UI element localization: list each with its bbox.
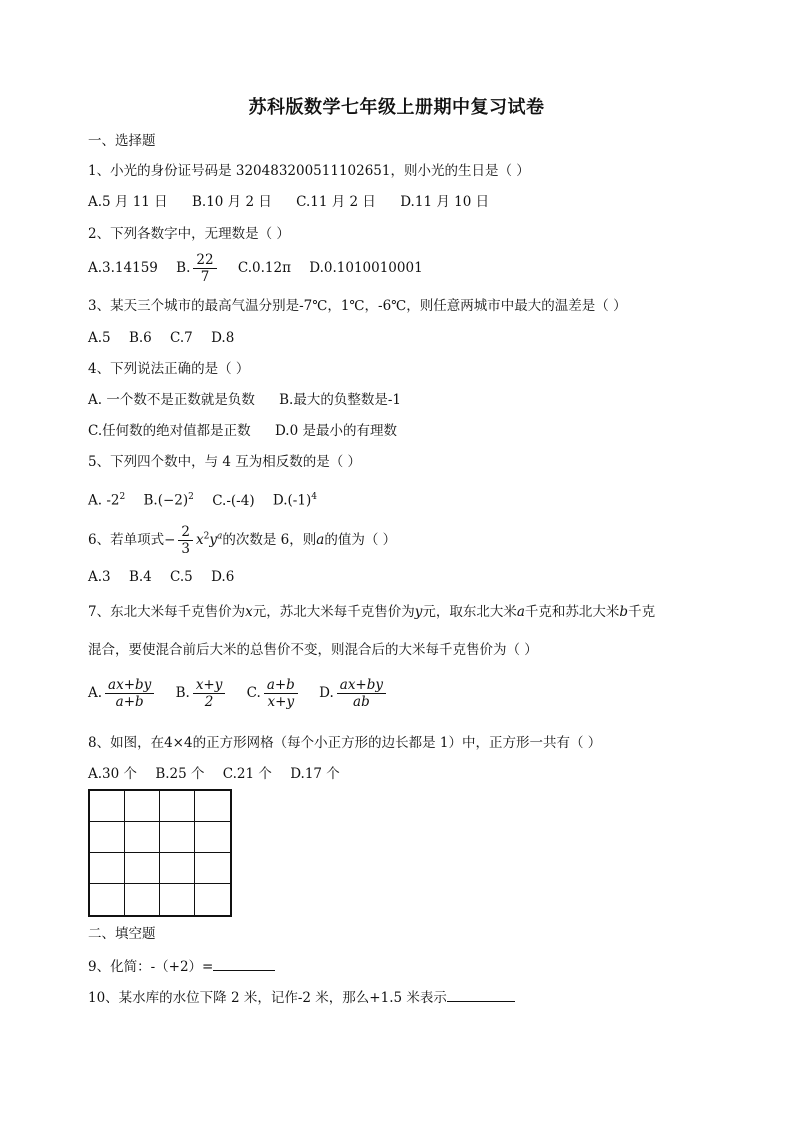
- q3-option-d: D.8: [211, 330, 235, 346]
- q3-option-c: C.7: [170, 330, 193, 346]
- variable-x: x: [196, 532, 204, 548]
- question-1-options: [88, 192, 509, 212]
- q6-option-a: A.3: [88, 569, 111, 585]
- q1-option-a: A.5 月 11 日: [88, 194, 168, 210]
- question-4: 4、下列说法正确的是（ ）: [88, 361, 250, 377]
- page-title: 苏科版数学七年级上册期中复习试卷: [248, 97, 545, 118]
- variable-x: x: [245, 604, 253, 620]
- q7-part-5: 千克: [628, 604, 656, 620]
- option-label: A.: [88, 685, 103, 701]
- q8-option-c: C.21 个: [222, 766, 272, 782]
- question-2: 2、下列各数字中，无理数是（ ）: [88, 226, 290, 242]
- grid-cell: [195, 853, 230, 884]
- q6-option-c: C.5: [170, 569, 193, 585]
- q4-option-b: B.最大的负整数是-1: [279, 392, 402, 408]
- fraction: [337, 677, 386, 710]
- q2-option-d: D.0.1010010001: [309, 260, 423, 276]
- grid-cell: [160, 791, 195, 822]
- fraction: [193, 677, 226, 710]
- q7-part-2: 元，苏北大米每千克售价为: [252, 604, 415, 620]
- x-exponent: 2: [203, 531, 210, 542]
- grid-cell: [195, 884, 230, 915]
- q6-suffix: 的值为（ ）: [324, 532, 397, 548]
- q3-option-a: A.5: [88, 330, 111, 346]
- grid-cell: [90, 791, 125, 822]
- square-grid-figure: [88, 789, 232, 917]
- q7-part-4: 千克和苏北大米: [524, 604, 620, 620]
- grid-cell: [125, 791, 160, 822]
- grid-cell: [90, 822, 125, 853]
- question-4-options-row1: [88, 390, 421, 410]
- q1-option-b: B.10 月 2 日: [191, 194, 272, 210]
- q4-option-a: A. 一个数不是正数就是负数: [88, 392, 255, 408]
- question-4-options-row2: [88, 421, 417, 441]
- q5-option-d-base: D.(-1): [272, 492, 312, 509]
- q5-option-b-base: B.(−2): [143, 492, 189, 509]
- q8-option-a: A.30 个: [88, 766, 138, 782]
- fraction: [264, 677, 298, 710]
- variable-a: a: [516, 604, 525, 620]
- q5-option-b: [144, 487, 194, 511]
- q9-text: 9、化简：-（+2）=: [88, 959, 214, 975]
- grid-cell: [125, 884, 160, 915]
- answer-blank[interactable]: [213, 956, 275, 971]
- q5-option-a-base: A. -2: [88, 492, 120, 509]
- option-label: B.: [175, 685, 190, 701]
- fraction-numerator: x+y: [193, 677, 226, 694]
- q7-option-c: [247, 677, 301, 710]
- q8-option-b: B.25 个: [155, 766, 205, 782]
- q6-option-b: B.4: [128, 569, 152, 585]
- option-label: D.: [319, 685, 334, 701]
- fraction-denominator: x+y: [267, 694, 295, 710]
- answer-blank[interactable]: [447, 987, 515, 1002]
- fraction-numerator: 2: [178, 524, 193, 541]
- grid-cell: [90, 853, 125, 884]
- question-6: [88, 524, 396, 557]
- section-heading-choice: 一、选择题: [88, 133, 156, 149]
- q5-option-a-exponent: 2: [119, 492, 126, 502]
- q5-option-d-exponent: 4: [311, 492, 317, 502]
- fraction-denominator: 7: [200, 269, 210, 285]
- grid-cell: [160, 884, 195, 915]
- question-8: 8、如图，在4×4的正方形网格（每个小正方形的边长都是 1）中，正方形一共有（ ）: [88, 735, 602, 751]
- question-1: 1、小光的身份证号码是 320483200511102651，则小光的生日是（ ）: [88, 163, 530, 179]
- q6-prefix: 6、若单项式−: [88, 532, 176, 548]
- grid-cell: [160, 853, 195, 884]
- q1-option-c: C.11 月 2 日: [296, 194, 376, 210]
- grid-cell: [90, 884, 125, 915]
- question-5-options: [88, 487, 331, 511]
- q1-option-d: D.11 月 10 日: [400, 194, 490, 210]
- grid-cell: [125, 853, 160, 884]
- question-3-options: [88, 328, 248, 348]
- q2-option-a: A.3.14159: [88, 260, 158, 276]
- q2-option-b: [176, 252, 219, 285]
- fraction-denominator: ab: [353, 694, 370, 710]
- q7-option-b: [176, 677, 229, 710]
- q5-option-a: [88, 487, 125, 511]
- fraction-numerator: ax+by: [105, 677, 154, 694]
- q2-option-c: C.0.12π: [237, 260, 291, 276]
- question-3: 3、某天三个城市的最高气温分别是-7℃，1℃，-6℃，则任意两城市中最大的温差是（ ）: [88, 298, 627, 314]
- fraction-numerator: a+b: [264, 677, 298, 694]
- question-9: [88, 956, 275, 977]
- q3-option-b: B.6: [128, 330, 152, 346]
- q5-option-d: [273, 487, 317, 511]
- section-heading-fill-in: 二、填空题: [88, 926, 156, 942]
- question-7-line-1: [88, 602, 655, 622]
- q5-option-b-exponent: 2: [188, 492, 194, 502]
- q7-part-1: 7、东北大米每千克售价为: [88, 604, 246, 620]
- variable-b: b: [619, 604, 629, 620]
- q2-option-b-label: B.: [176, 260, 191, 276]
- fraction-numerator: ax+by: [337, 677, 386, 694]
- grid-cell: [160, 822, 195, 853]
- fraction-numerator: 22: [193, 252, 216, 269]
- q10-text: 10、某水库的水位下降 2 米，记作-2 米，那么+1.5 米表示: [88, 990, 447, 1006]
- question-6-options: [88, 567, 248, 587]
- q6-option-d: D.6: [211, 569, 235, 585]
- q6-middle: 的次数是 6，则: [222, 532, 317, 548]
- fraction: [178, 524, 193, 557]
- q7-option-d: [319, 677, 389, 710]
- grid-cell: [125, 822, 160, 853]
- grid-cell: [195, 822, 230, 853]
- fraction-denominator: a+b: [115, 694, 144, 710]
- fraction-denominator: 2: [204, 694, 214, 710]
- question-7-options: [88, 677, 403, 710]
- variable-a: a: [316, 532, 325, 548]
- variable-y: y: [414, 604, 423, 620]
- question-10: [88, 987, 515, 1008]
- fraction-denominator: 3: [181, 541, 190, 557]
- question-5: 5、下列四个数中，与 4 互为相反数的是（ ）: [88, 454, 362, 470]
- fraction: [105, 677, 154, 710]
- grid-cell: [195, 791, 230, 822]
- q4-option-d: D.0 是最小的有理数: [274, 423, 397, 439]
- q7-part-3: 元，取东北大米: [422, 604, 517, 620]
- question-8-options: [88, 764, 354, 784]
- q4-option-c: C.任何数的绝对值都是正数: [88, 423, 251, 439]
- option-label: C.: [246, 685, 261, 701]
- question-7-line-2: 混合，要使混合前后大米的总售价不变，则混合后的大米每千克售价为（ ）: [88, 642, 538, 658]
- q8-option-d: D.17 个: [290, 766, 340, 782]
- variable-y: y: [209, 532, 217, 548]
- fraction: [193, 252, 216, 285]
- y-exponent: a: [217, 531, 223, 542]
- q5-option-c: C.-(-4): [212, 492, 255, 509]
- question-2-options: [88, 252, 437, 285]
- q7-option-a: [88, 677, 157, 710]
